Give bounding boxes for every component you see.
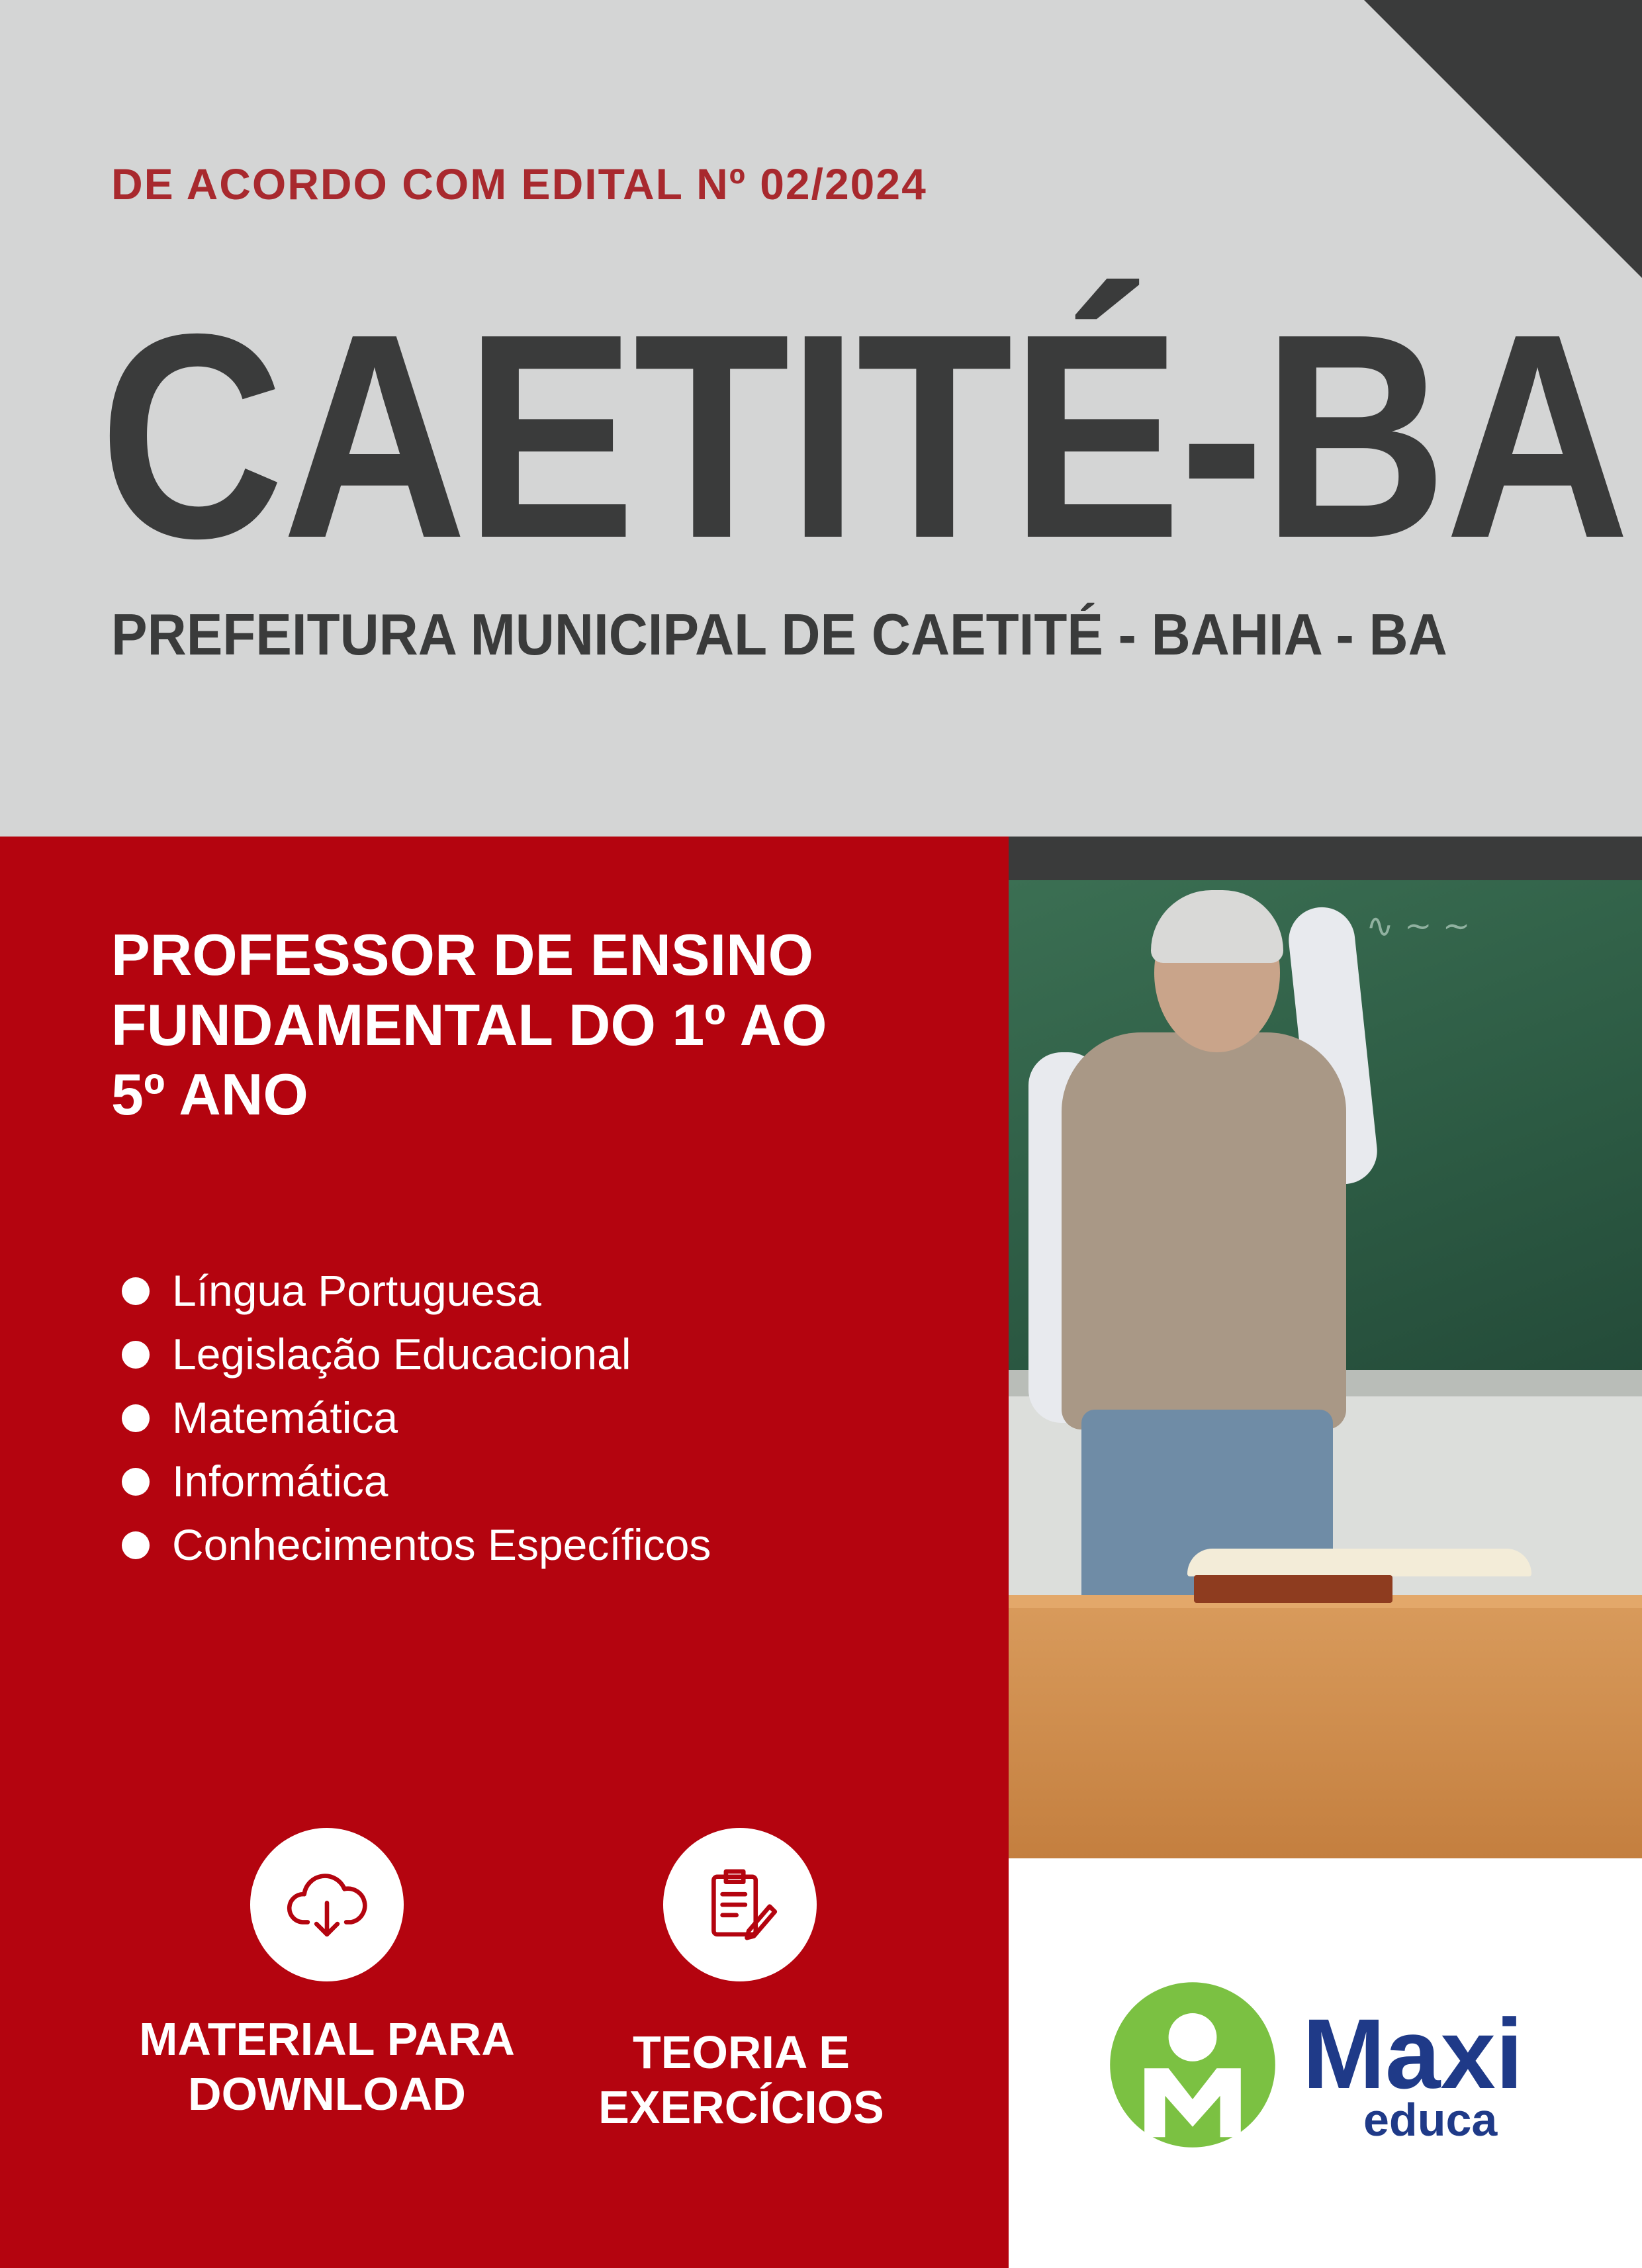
feature-line: MATERIAL PARA	[139, 2013, 515, 2065]
cloud-download-icon	[283, 1861, 371, 1948]
subject-item: Informática	[122, 1449, 711, 1513]
feature-line: DOWNLOAD	[188, 2067, 466, 2120]
feature-exercises	[533, 2025, 949, 2134]
feature-line: EXERCÍCIOS	[598, 2081, 884, 2133]
photo-top-band	[1009, 837, 1642, 880]
teacher-vest	[1062, 1032, 1346, 1429]
role-line: PROFESSOR DE ENSINO	[111, 922, 814, 987]
closed-book	[1194, 1575, 1392, 1603]
subject-item: Conhecimentos Específicos	[122, 1513, 711, 1576]
role-line: FUNDAMENTAL DO 1º AO	[111, 991, 827, 1058]
subject-item: Língua Portuguesa	[122, 1259, 711, 1322]
desk	[1009, 1608, 1642, 1858]
brand-name: Maxi	[1302, 1998, 1524, 2109]
role-title	[111, 920, 972, 1130]
header-panel	[0, 0, 1642, 837]
maxi-logo-icon	[1107, 1979, 1279, 2151]
edital-label: DE ACORDO COM EDITAL Nº 02/2024	[111, 159, 927, 208]
feature-download	[119, 2012, 535, 2121]
subject-item: Matemática	[122, 1386, 711, 1449]
feature-line: TEORIA E	[633, 2026, 850, 2078]
corner-triangle	[1364, 0, 1642, 278]
document-edit-icon	[696, 1861, 784, 1948]
page-subtitle: PREFEITURA MUNICIPAL DE CAETITÉ - BAHIA - BA	[111, 602, 1447, 667]
teacher-photo	[1009, 880, 1642, 1858]
role-line: 5º ANO	[111, 1062, 308, 1128]
download-badge	[250, 1828, 404, 1981]
subject-list	[122, 1259, 711, 1576]
subject-item: Legislação Educacional	[122, 1322, 711, 1386]
chalk-writing: ∿ ~ ∼	[1366, 907, 1471, 945]
brand-tagline: educa	[1363, 2094, 1498, 2146]
page-title: CAETITÉ-BA	[99, 274, 1628, 599]
exercise-badge	[663, 1828, 817, 1981]
open-book	[1187, 1549, 1531, 1576]
